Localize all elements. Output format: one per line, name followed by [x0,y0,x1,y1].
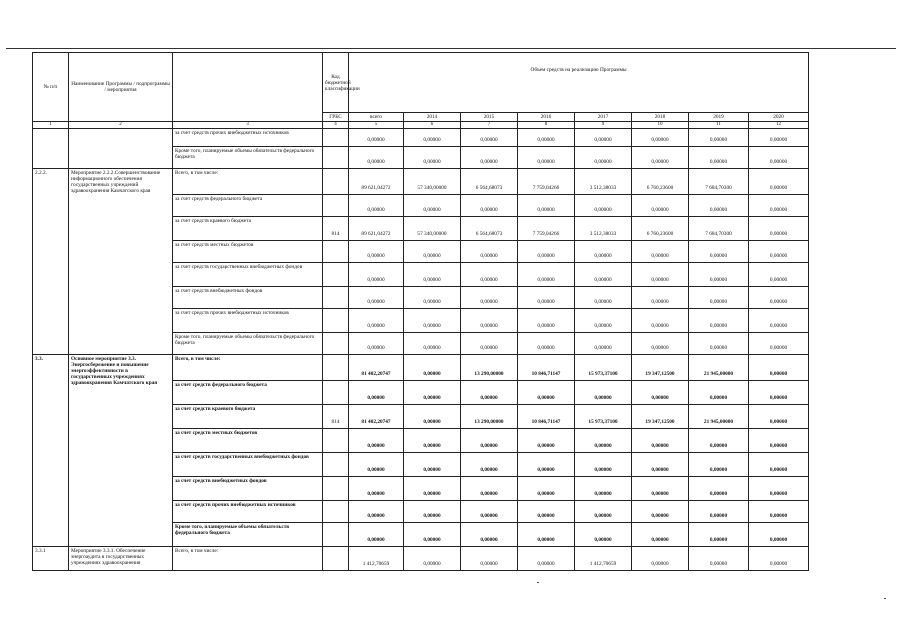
amount-cell: 0,00000 [518,287,575,309]
amount-cell: 0,00000 [749,429,809,453]
row-number: 3.3. [33,355,69,547]
amount-cell: 0,00000 [349,333,404,355]
amount-cell: 0,00000 [404,501,461,523]
amount-cell: 0,00000 [749,333,809,355]
amount-cell: 0,00000 [749,287,809,309]
amount-cell: 0,00000 [404,453,461,477]
amount-cell: 3 512,38033 [575,217,632,241]
amount-cell: 15 973,37100 [575,405,632,429]
amount-cell: 0,00000 [518,263,575,287]
amount-cell: 0,00000 [461,381,518,405]
amount-cell: 57 340,00000 [404,217,461,241]
amount-cell: 0,00000 [632,333,689,355]
amount-cell: 0,00000 [689,333,749,355]
amount-cell: 0,00000 [689,501,749,523]
amount-cell: 0,00000 [575,287,632,309]
funding-source: Кроме того, планируемые объемы обязательств федерального бюджета [173,333,323,355]
amount-cell: 0,00000 [689,429,749,453]
grbs-code [323,147,349,169]
amount-cell: 0,00000 [518,241,575,263]
scan-speck [884,598,886,599]
amount-cell: 89 621,04272 [349,217,404,241]
header-year: 2014 [404,113,461,122]
funding-source: за счет средств внебюджетных фондов [173,477,323,501]
amount-cell: 0,00000 [518,477,575,501]
amount-cell: 0,00000 [461,287,518,309]
column-number: 9 [575,122,632,129]
amount-cell: 0,00000 [518,547,575,571]
amount-cell: 0,00000 [632,547,689,571]
amount-cell: 0,00000 [749,405,809,429]
amount-cell: 0,00000 [632,129,689,147]
amount-cell: 19 347,12500 [632,405,689,429]
amount-cell: 0,00000 [461,309,518,333]
amount-cell: 0,00000 [404,287,461,309]
funding-source: за счет средств краевого бюджета [173,405,323,429]
amount-cell: 81 402,20747 [349,405,404,429]
amount-cell: 0,00000 [518,381,575,405]
row-number [33,129,69,169]
funding-source: за счет средств государственных внебюджетных фондов [173,453,323,477]
amount-cell: 0,00000 [632,429,689,453]
funding-source: за счет средств прочих внебюджетных источников [173,129,323,147]
amount-cell: 10 846,71147 [518,355,575,381]
amount-cell: 0,00000 [575,309,632,333]
amount-cell: 0,00000 [632,195,689,217]
amount-cell: 6 564,68073 [461,217,518,241]
amount-cell: 0,00000 [518,195,575,217]
amount-cell: 0,00000 [575,147,632,169]
amount-cell: 0,00000 [749,217,809,241]
amount-cell: 1 412,70659 [349,547,404,571]
amount-cell: 13 290,00000 [461,405,518,429]
amount-cell: 0,00000 [689,309,749,333]
column-number: 8 [518,122,575,129]
amount-cell: 0,00000 [404,429,461,453]
amount-cell: 0,00000 [518,147,575,169]
amount-cell: 6 760,23600 [632,169,689,195]
funding-source: за счет средств местных бюджетов [173,429,323,453]
grbs-code [323,477,349,501]
budget-table-sheet [32,52,808,571]
column-number: 11 [689,122,749,129]
amount-cell: 21 945,00000 [689,405,749,429]
amount-cell: 0,00000 [461,241,518,263]
amount-cell: 0,00000 [749,381,809,405]
amount-cell: 0,00000 [632,501,689,523]
measure-name [69,129,173,169]
amount-cell: 13 290,00000 [461,355,518,381]
amount-cell: 0,00000 [461,547,518,571]
amount-cell: 0,00000 [404,355,461,381]
column-number: 10 [632,122,689,129]
amount-cell: 0,00000 [404,405,461,429]
amount-cell: 0,00000 [749,169,809,195]
amount-cell: 0,00000 [575,523,632,547]
header-name: Наименование Программы / подпрограммы / мероприятия [69,53,173,122]
amount-cell: 0,00000 [404,523,461,547]
amount-cell: 21 945,00000 [689,355,749,381]
amount-cell: 15 973,37100 [575,355,632,381]
column-number: 2 [69,122,173,129]
amount-cell: 0,00000 [404,263,461,287]
row-number: 2.2.2. [33,169,69,355]
grbs-code [323,501,349,523]
header-year: 2019 [689,113,749,122]
table-row [33,129,809,147]
amount-cell: 0,00000 [632,523,689,547]
amount-cell: 0,00000 [404,309,461,333]
amount-cell: 0,00000 [349,453,404,477]
amount-cell: 6 760,23600 [632,217,689,241]
header-year: 2020 [749,113,809,122]
amount-cell: 0,00000 [404,477,461,501]
amount-cell: 0,00000 [518,429,575,453]
grbs-code [323,429,349,453]
grbs-code [323,453,349,477]
amount-cell: 1 412,70659 [575,547,632,571]
amount-cell: 0,00000 [575,429,632,453]
amount-cell: 0,00000 [749,453,809,477]
funding-source: Всего, в том числе: [173,169,323,195]
column-number: 5 [349,122,404,129]
column-number: 7 [461,122,518,129]
amount-cell: 3 512,38033 [575,169,632,195]
amount-cell: 57 340,00000 [404,169,461,195]
amount-cell: 6 564,68073 [461,169,518,195]
grbs-code [323,263,349,287]
amount-cell: 0,00000 [575,263,632,287]
amount-cell: 0,00000 [349,195,404,217]
amount-cell: 0,00000 [632,147,689,169]
amount-cell: 0,00000 [404,129,461,147]
amount-cell: 0,00000 [518,501,575,523]
amount-cell: 0,00000 [349,263,404,287]
budget-table [32,52,809,571]
amount-cell: 0,00000 [349,241,404,263]
grbs-code [323,287,349,309]
header-year: 2017 [575,113,632,122]
funding-source: за счет средств внебюджетных фондов [173,287,323,309]
table-row [33,547,809,571]
amount-cell: 0,00000 [349,129,404,147]
amount-cell: 0,00000 [404,547,461,571]
header-code: Код бюджетной классификации [323,53,349,113]
header-year: 2018 [632,113,689,122]
amount-cell: 0,00000 [749,501,809,523]
grbs-code [323,195,349,217]
amount-cell: 0,00000 [689,381,749,405]
amount-cell: 0,00000 [575,241,632,263]
amount-cell: 0,00000 [689,477,749,501]
column-number: 3 [173,122,323,129]
amount-cell: 7 684,70300 [689,217,749,241]
amount-cell: 81 402,20747 [349,355,404,381]
amount-cell: 19 347,12500 [632,355,689,381]
amount-cell: 0,00000 [349,429,404,453]
measure-name: Основное мероприятие 3.3. Энергосбережение и повышение энергоэффективности в государственных учреждениях здравоохранения Камчатского края [69,355,173,547]
amount-cell: 0,00000 [518,453,575,477]
amount-cell: 0,00000 [349,501,404,523]
funding-source: Кроме того, планируемые объемы обязательств федерального бюджета [173,523,323,547]
amount-cell: 0,00000 [575,477,632,501]
measure-name: Мероприятие 2.2.2.Совершенствование информационного обеспечения государственных учреждений здравоохранения Камчатского края [69,169,173,355]
amount-cell: 0,00000 [689,241,749,263]
amount-cell: 0,00000 [461,263,518,287]
grbs-code [323,523,349,547]
amount-cell: 0,00000 [632,241,689,263]
amount-cell: 0,00000 [404,195,461,217]
amount-cell: 0,00000 [349,147,404,169]
funding-source: Кроме того, планируемые объемы обязательств федерального бюджета [173,147,323,169]
amount-cell: 0,00000 [575,195,632,217]
amount-cell: 0,00000 [632,453,689,477]
amount-cell: 0,00000 [632,287,689,309]
amount-cell: 0,00000 [749,147,809,169]
header-volume: Объем средств на реализацию Программы [349,53,809,113]
amount-cell: 0,00000 [461,453,518,477]
amount-cell: 0,00000 [518,309,575,333]
amount-cell: 0,00000 [632,263,689,287]
grbs-code [323,547,349,571]
amount-cell: 0,00000 [689,523,749,547]
header-year: 2016 [518,113,575,122]
funding-source: за счет средств федерального бюджета [173,381,323,405]
amount-cell: 0,00000 [404,147,461,169]
column-number: 6 [404,122,461,129]
column-numbers-row [33,122,809,129]
amount-cell: 0,00000 [518,129,575,147]
amount-cell: 0,00000 [461,195,518,217]
amount-cell: 0,00000 [632,309,689,333]
column-number: 1 [33,122,69,129]
table-row [33,355,809,381]
amount-cell: 0,00000 [689,147,749,169]
amount-cell: 10 846,71147 [518,405,575,429]
amount-cell: 0,00000 [349,381,404,405]
column-number: 12 [749,122,809,129]
amount-cell: 7 684,70300 [689,169,749,195]
amount-cell: 0,00000 [749,547,809,571]
amount-cell: 0,00000 [749,523,809,547]
header-year: 2015 [461,113,518,122]
amount-cell: 0,00000 [689,287,749,309]
funding-source: за счет средств местных бюджетов [173,241,323,263]
amount-cell: 0,00000 [749,355,809,381]
funding-source: за счет средств прочих внебюджетных источников [173,501,323,523]
amount-cell: 0,00000 [749,195,809,217]
grbs-code [323,333,349,355]
amount-cell: 89 621,04272 [349,169,404,195]
amount-cell: 0,00000 [575,501,632,523]
header-grbs: ГРБС [323,113,349,122]
grbs-code [323,129,349,147]
amount-cell: 0,00000 [689,263,749,287]
amount-cell: 0,00000 [632,381,689,405]
grbs-code [323,355,349,381]
funding-source: за счет средств краевого бюджета [173,217,323,241]
amount-cell: 0,00000 [749,241,809,263]
grbs-code: 814 [323,405,349,429]
amount-cell: 0,00000 [518,333,575,355]
amount-cell: 0,00000 [689,195,749,217]
amount-cell: 0,00000 [461,333,518,355]
amount-cell: 0,00000 [749,477,809,501]
amount-cell: 0,00000 [575,333,632,355]
amount-cell: 0,00000 [689,453,749,477]
amount-cell: 0,00000 [689,129,749,147]
funding-source: за счет средств прочих внебюджетных источников [173,309,323,333]
amount-cell: 0,00000 [461,129,518,147]
top-rule [6,48,896,49]
amount-cell: 0,00000 [461,523,518,547]
amount-cell: 0,00000 [404,241,461,263]
header-no: № п/п [33,53,69,122]
amount-cell: 7 759,04266 [518,217,575,241]
amount-cell: 7 759,04266 [518,169,575,195]
amount-cell: 0,00000 [575,129,632,147]
grbs-code [323,309,349,333]
grbs-code [323,241,349,263]
row-number: 3.3.1 [33,547,69,571]
amount-cell: 0,00000 [461,477,518,501]
amount-cell: 0,00000 [749,309,809,333]
grbs-code: 814 [323,217,349,241]
amount-cell: 0,00000 [404,333,461,355]
header-blank [173,53,323,122]
column-number: 4 [323,122,349,129]
funding-source: Всего, в том числе: [173,547,323,571]
funding-source: Всего, в том числе: [173,355,323,381]
amount-cell: 0,00000 [461,429,518,453]
grbs-code [323,381,349,405]
amount-cell: 0,00000 [632,477,689,501]
funding-source: за счет средств государственных внебюджетных фондов [173,263,323,287]
amount-cell: 0,00000 [349,477,404,501]
amount-cell: 0,00000 [349,287,404,309]
scan-speck [537,582,539,583]
amount-cell: 0,00000 [749,263,809,287]
amount-cell: 0,00000 [461,147,518,169]
amount-cell: 0,00000 [349,309,404,333]
amount-cell: 0,00000 [461,501,518,523]
grbs-code [323,169,349,195]
amount-cell: 0,00000 [689,547,749,571]
amount-cell: 0,00000 [575,453,632,477]
header-year: всего [349,113,404,122]
amount-cell: 0,00000 [404,381,461,405]
funding-source: за счет средств федерального бюджета [173,195,323,217]
amount-cell: 0,00000 [349,523,404,547]
amount-cell: 0,00000 [575,381,632,405]
amount-cell: 0,00000 [518,523,575,547]
amount-cell: 0,00000 [749,129,809,147]
table-row [33,169,809,195]
measure-name: Мероприятие 3.3.1. Обеспечение энергоаудита в государственных учреждениях здравоохранения [69,547,173,571]
